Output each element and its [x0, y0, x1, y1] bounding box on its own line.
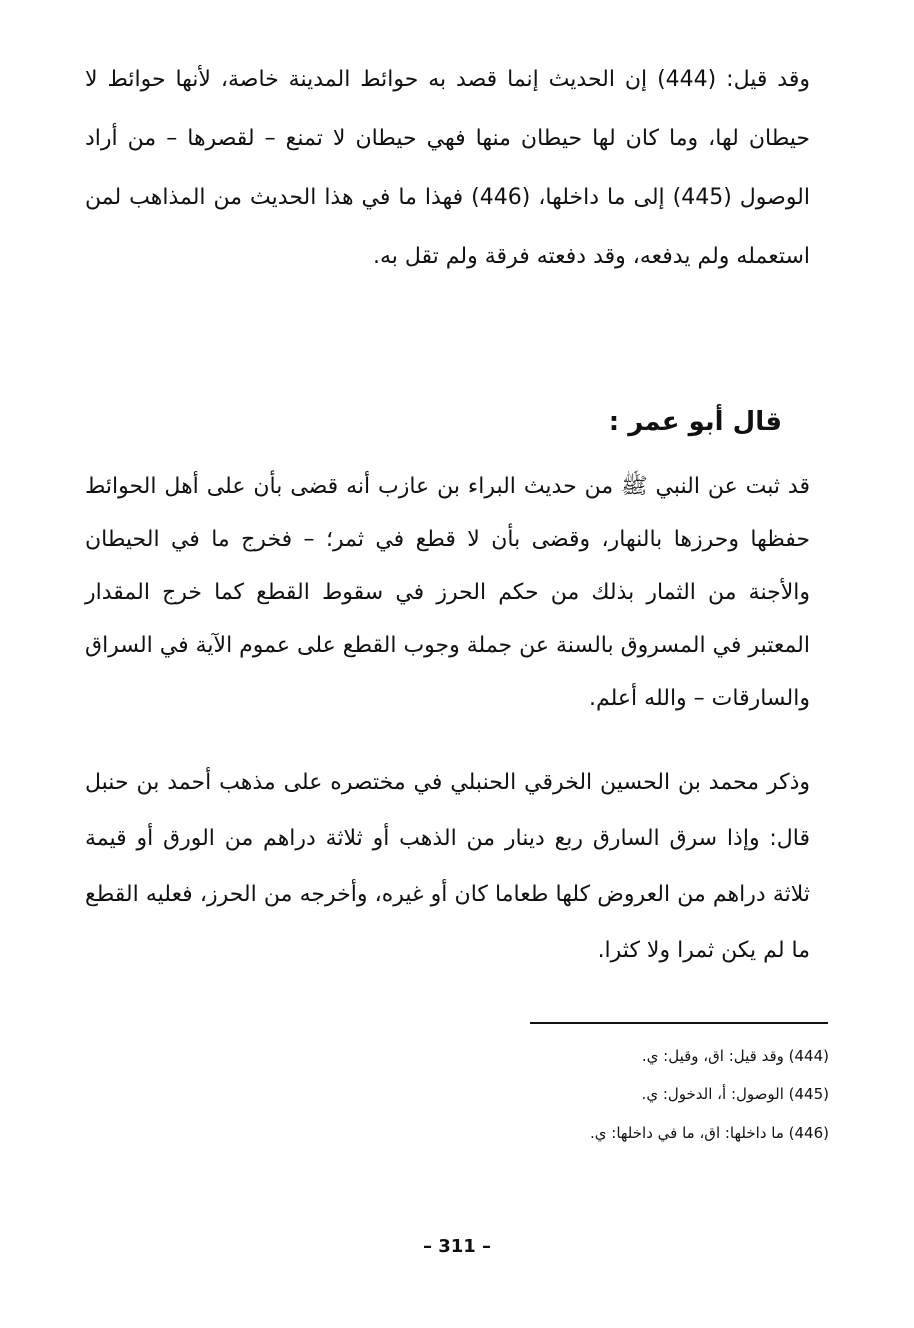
footnote-divider — [530, 1022, 828, 1024]
paragraph-2: قد ثبت عن النبي ﷺ من حديث البراء بن عازب أنه قضى بأن على أهل الحوائط حفظها وحرزها بالنهار، وقضى بأن لا قطع في ثمر؛ – فخرج ما في الحيطان والأجنة من الثمار بذلك من حكم الحرز في سقوط القطع كما خرج المقدار المعتبر في المسروق بالسنة عن جملة وجوب القطع على عموم الآية في السراق والسارقات – والله أعلم. — [85, 474, 810, 711]
paragraph-3: وذكر محمد بن الحسين الخرقي الحنبلي في مختصره على مذهب أحمد بن حنبل قال: وإذا سرق السارق ربع دينار من الذهب أو ثلاثة دراهم من الورق أو قيمة ثلاثة دراهم من العروض كلها طعاما كان أو غيره، وأخرجه من الحرز، فعليه القطع ما لم يكن ثمرا ولا كثرا. — [85, 770, 810, 963]
section-heading: قال أبو عمر : — [608, 407, 782, 437]
footnote-444: (444) وقد قيل: اق، وقيل: ي. — [641, 1047, 829, 1065]
footnote-445: (445) الوصول: أ، الدخول: ي. — [641, 1085, 829, 1103]
page-number: – 311 – — [422, 1236, 492, 1257]
footnote-446: (446) ما داخلها: اق، ما في داخلها: ي. — [589, 1124, 829, 1142]
paragraph-1: وقد قيل: (444) إن الحديث إنما قصد به حوائط المدينة خاصة، لأنها حوائط لا حيطان لها، وما كان لها حيطان منها فهي حيطان لا تمنع – لقصرها – من أراد الوصول (445) إلى ما داخلها، (446) فهذا ما في هذا الحديث من المذاهب لمن استعمله ولم يدفعه، وقد دفعته فرقة ولم تقل به. — [85, 67, 810, 269]
